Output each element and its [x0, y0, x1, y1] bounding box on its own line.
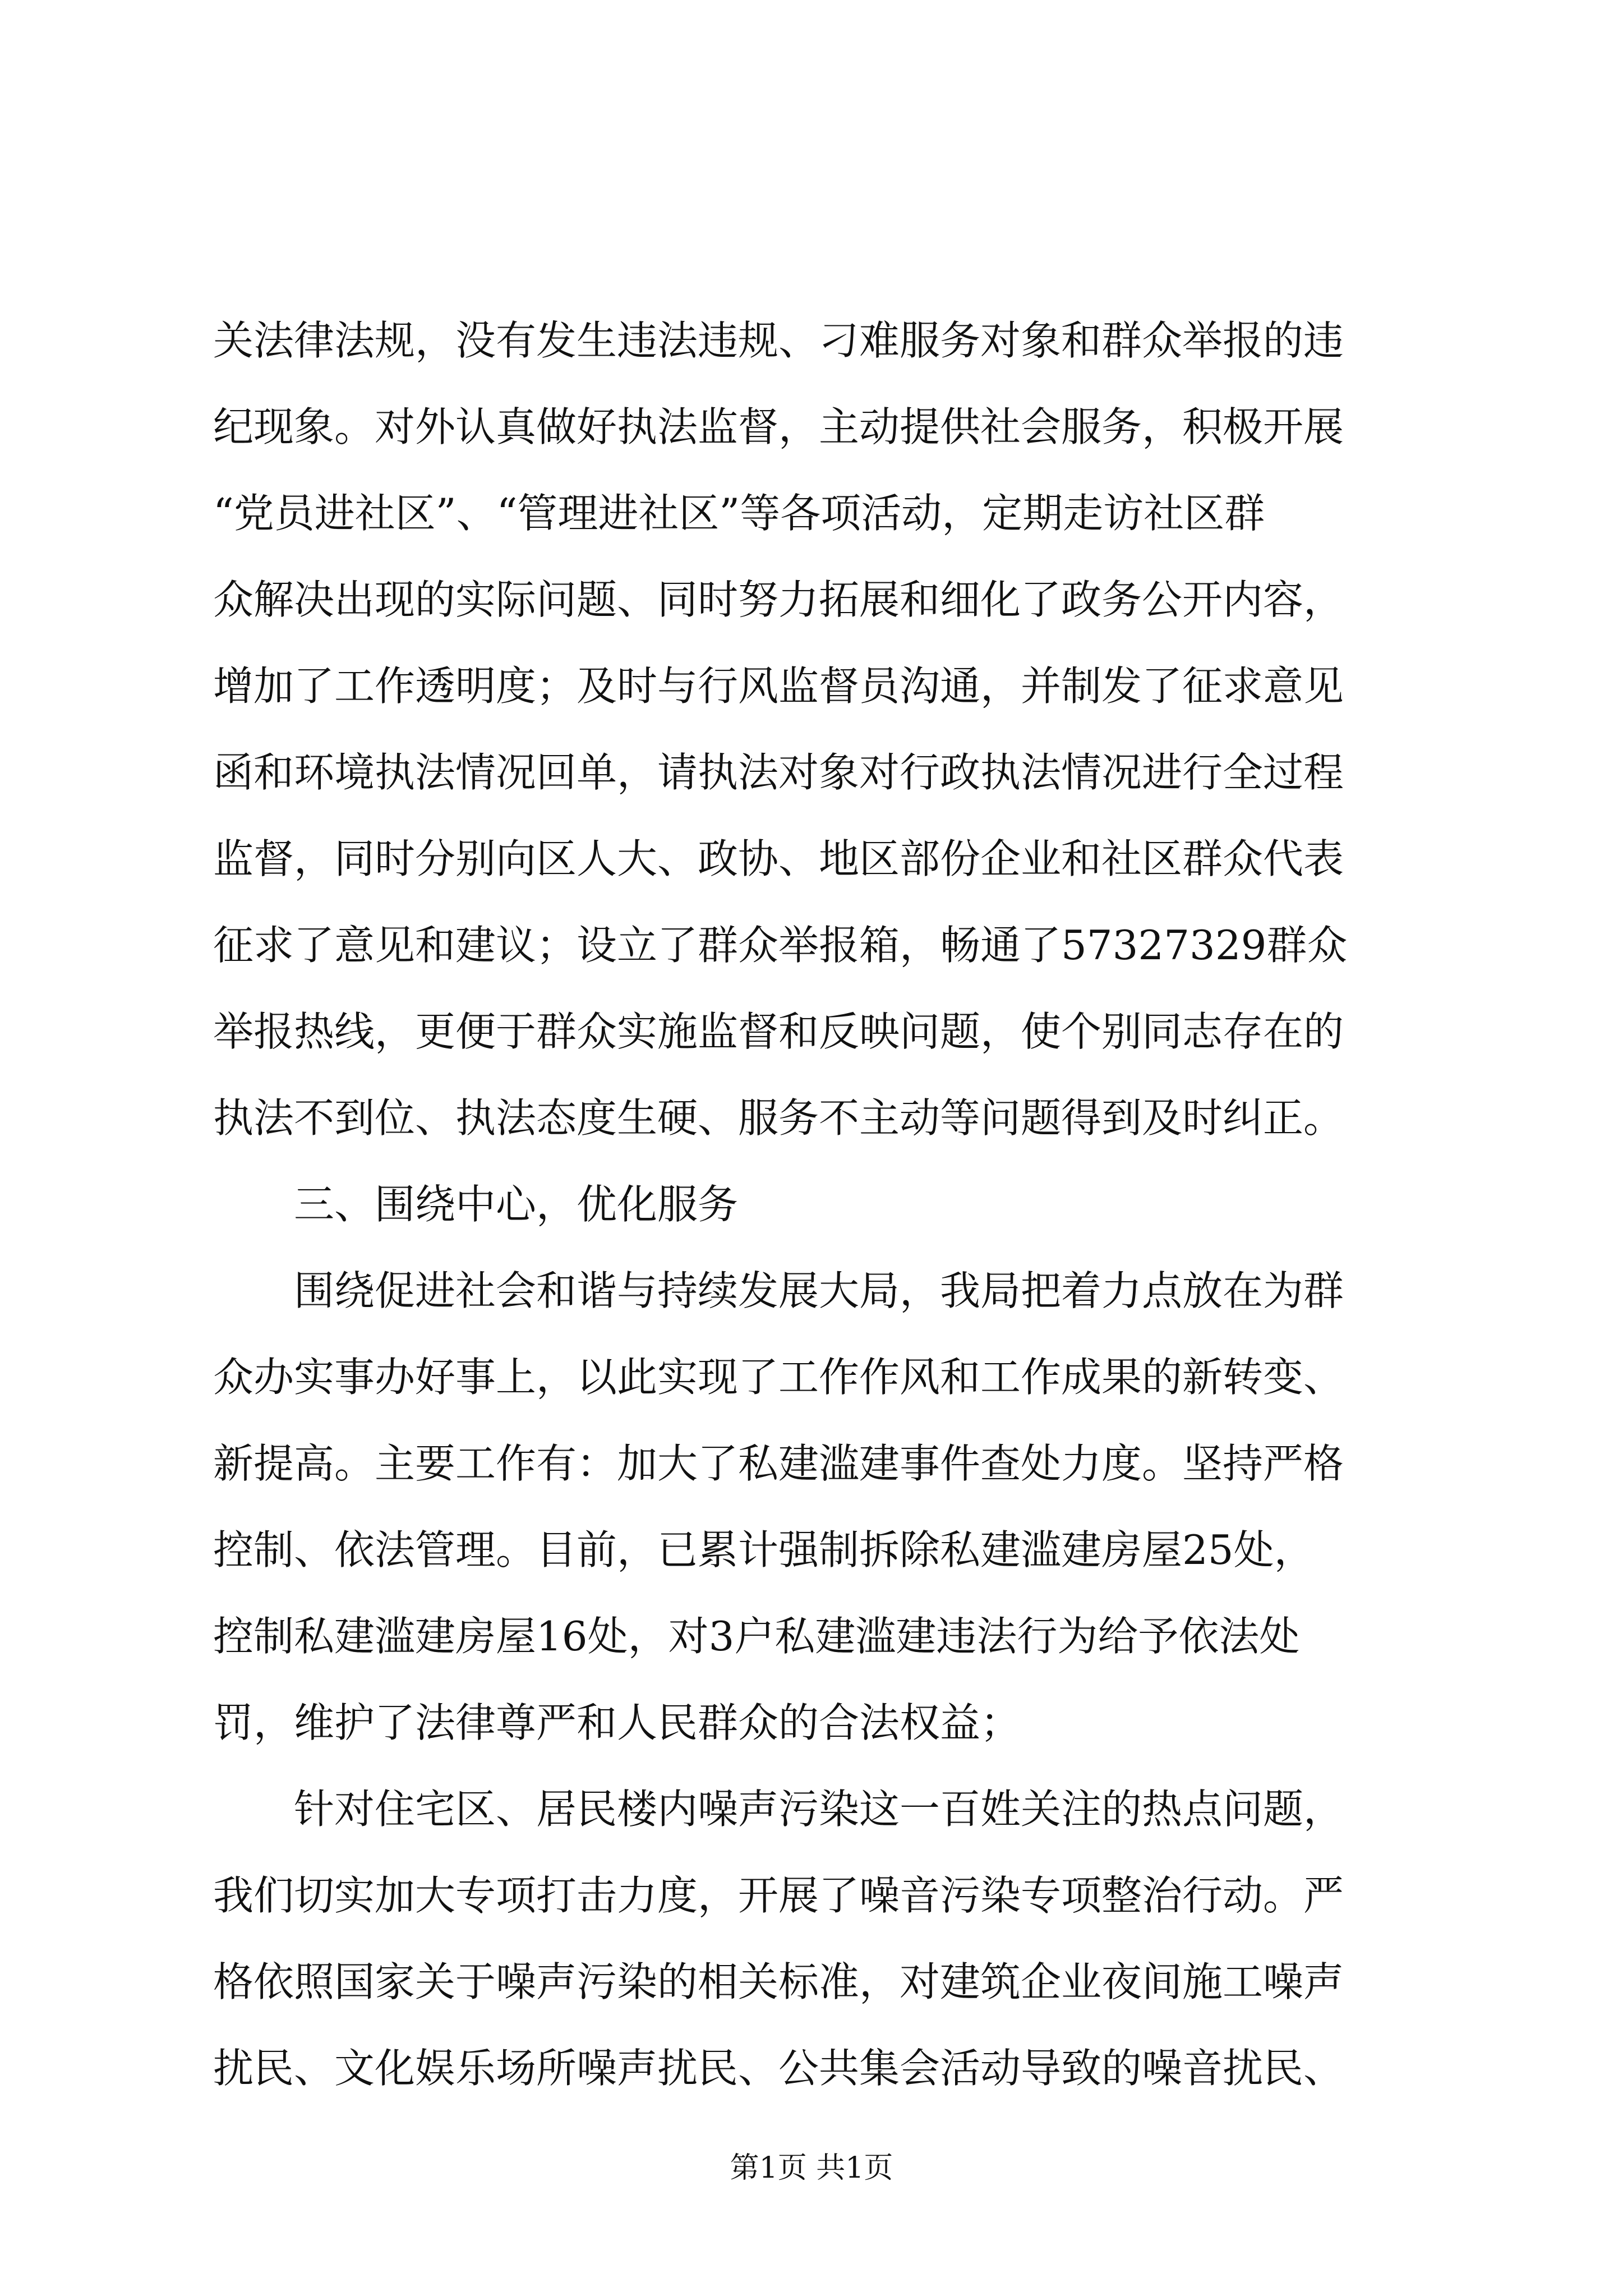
section-heading: 三、围绕中心，优化服务 — [213, 1181, 739, 1228]
text-line: 关法律法规，没有发生违法违规、刁难服务对象和群众举报的违 — [213, 317, 1344, 364]
text-line: 众办实事办好事上，以此实现了工作作风和工作成果的新转变、 — [213, 1354, 1344, 1401]
text-line: 执法不到位、执法态度生硬、服务不主动等问题得到及时纠正。 — [213, 1094, 1344, 1142]
text-line: 格依照国家关于噪声污染的相关标准，对建筑企业夜间施工噪声 — [213, 1958, 1344, 2005]
text-line: 征求了意见和建议；设立了群众举报箱，畅通了57327329群众 — [213, 922, 1348, 969]
text-line: 函和环境执法情况回单，请执法对象对行政执法情况进行全过程 — [213, 749, 1344, 796]
text-line: 控制私建滥建房屋16处，对3户私建滥建违法行为给予依法处 — [213, 1613, 1300, 1660]
text-line: 罚，维护了法律尊严和人民群众的合法权益； — [213, 1699, 1021, 1746]
text-line: 监督，同时分别向区人大、政协、地区部份企业和社区群众代表 — [213, 835, 1344, 882]
text-line: 增加了工作透明度；及时与行风监督员沟通，并制发了征求意见 — [213, 662, 1344, 710]
text-line: “党员进社区”、“管理进社区”等各项活动，定期走访社区群 — [213, 490, 1265, 537]
text-line: 控制、依法管理。目前，已累计强制拆除私建滥建房屋25处， — [213, 1526, 1315, 1573]
text-line: 举报热线，更便于群众实施监督和反映问题，使个别同志存在的 — [213, 1008, 1344, 1055]
text-line: 针对住宅区、居民楼内噪声污染这一百姓关注的热点问题， — [213, 1786, 1344, 1833]
body-text — [213, 297, 1413, 2111]
text-line: 围绕促进社会和谐与持续发展大局，我局把着力点放在为群 — [213, 1267, 1344, 1314]
page-number-label: 第1页 共1页 — [730, 2151, 893, 2185]
text-line: 我们切实加大专项打击力度，开展了噪音污染专项整治行动。严 — [213, 1872, 1344, 1919]
text-line: 众解决出现的实际问题、同时努力拓展和细化了政务公开内容， — [213, 576, 1344, 623]
text-line: 纪现象。对外认真做好执法监督，主动提供社会服务，积极开展 — [213, 403, 1344, 450]
text-line: 新提高。主要工作有：加大了私建滥建事件查处力度。坚持严格 — [213, 1440, 1344, 1487]
text-line: 扰民、文化娱乐场所噪声扰民、公共集会活动导致的噪音扰民、 — [213, 2045, 1344, 2092]
page-footer — [0, 2148, 1623, 2188]
